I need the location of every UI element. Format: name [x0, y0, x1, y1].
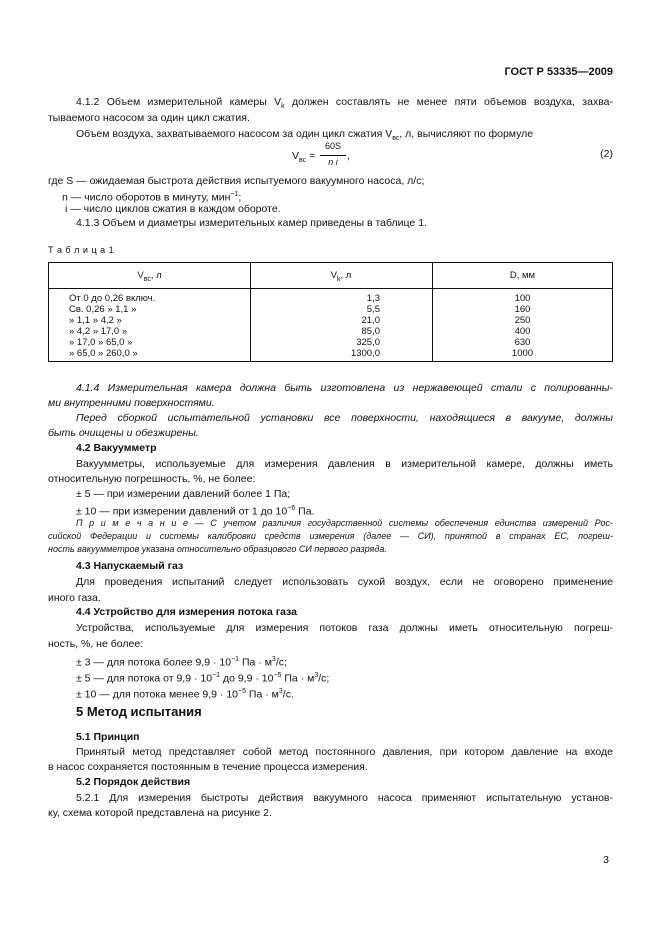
table-cell-range: » 65,0 » 260,0 »: [69, 348, 138, 359]
table-cell-range: » 4,2 » 17,0 »: [69, 326, 128, 337]
table-cell-range: » 1,1 » 4,2 »: [69, 315, 122, 326]
table-header-d: D, мм: [509, 270, 536, 281]
table-cell-vk: 21,0: [361, 315, 380, 326]
table-cell-d: 630: [514, 337, 531, 348]
bullet-4-4-3: ± 10 — для потока менее $9,9 \cdot 10^{-5}$ Па · $м^3/с$.: [76, 688, 294, 701]
para-4-4-line2: ность, %, не более:: [48, 638, 144, 650]
para-4-1-3: 4.1.3 Объем и диаметры измерительных камер приведены в таблице 1.: [76, 217, 427, 229]
para-5-1-line1: Принятый метод представляет собой метод постоянного давления, при котором давление на входе: [76, 746, 613, 758]
para-5-2-1-line2: ку, схема которой представлена на рисунке 2.: [48, 807, 272, 819]
formula-numerator: 60S: [324, 141, 341, 151]
table-cell-vk: 1,3: [366, 293, 380, 304]
note-line2: сийской Федерации и системы калибровки средств измерения (далее — СИ), принятой в странах ЕС, погреш-: [48, 531, 613, 541]
table-header-vk: $V_k$, л: [330, 270, 352, 283]
bullet-4-4-1: ± 3 — для потока более $9,9 \cdot 10^{-1}$ Па · $м^3/с$;: [76, 656, 287, 669]
para-4-1-2-line3: Объем воздуха, захватываемого насосом за один цикл сжатия $V_{вс}$, л, вычисляют по формуле: [76, 128, 534, 143]
para-4-3-line2: иного газа.: [48, 592, 101, 604]
section-5-1-title: 5.1 Принцип: [76, 731, 140, 743]
table-header-vbc: $V_{вс}$, л: [137, 270, 162, 283]
para-4-1-2-line2: тываемого насосом за один цикл сжатия.: [48, 112, 250, 124]
table-cell-d: 400: [514, 326, 531, 337]
para-4-1-4-line1: 4.1.4 Измерительная камера должна быть изготовлена из нержавеющей стали с полированны-: [76, 382, 613, 394]
formula-comma: ,: [347, 150, 350, 162]
table-cell-vk: 85,0: [361, 326, 380, 337]
formula-fraction-bar: [320, 155, 346, 156]
para-4-1-2-line1: 4.1.2 Объем измерительной камеры $V_k$ должен составлять не менее пяти объемов воздуха, захва-: [76, 96, 613, 111]
bullet-4-4-2: ± 5 — для потока от $9,9 \cdot 10^{-1}$ до $9,9 \cdot 10^{-5}$ Па · $м^3/с$;: [76, 672, 330, 685]
section-4-3-title: 4.3 Напускаемый газ: [76, 560, 184, 572]
table-cell-range: От 0 до 0,26 включ.: [69, 293, 156, 304]
table-1: [48, 262, 613, 362]
para-4-1-4-line4: быть очищены и обезжирены.: [48, 427, 199, 439]
formula-denominator: n i: [328, 157, 338, 167]
standard-header: ГОСТ Р 53335—2009: [504, 66, 613, 78]
where-line3: i — число циклов сжатия в каждом обороте.: [65, 203, 281, 215]
bullet-4-2-1: ± 5 — при измерении давлений более 1 Па;: [76, 488, 291, 500]
table-cell-vk: 5,5: [366, 304, 380, 315]
formula-lhs: $V_{вс}$ =: [292, 150, 316, 165]
para-5-1-line2: в насос сохраняется постоянным в течение процесса измерения.: [48, 761, 368, 773]
table-cell-range: » 17,0 » 65,0 »: [69, 337, 133, 348]
note-line1: П р и м е ч а н и е — С учетом различия государственной системы обеспечения единства измерений Рос-: [76, 518, 613, 528]
para-4-2-line1: Вакуумметры, используемые для измерения давления в измерительной камере, должны иметь: [76, 458, 613, 470]
note-line3: ность вакуумметров указана относительно образцового СИ первого разряда.: [48, 544, 387, 554]
table-cell-d: 160: [514, 304, 531, 315]
para-4-3-line1: Для проведения испытаний следует использовать сухой воздух, если не оговорено применение: [76, 576, 613, 588]
para-5-2-1-line1: 5.2.1 Для измерения быстроты действия вакуумного насоса применяют испытательную установ-: [76, 792, 613, 804]
table-caption: Т а б л и ц а 1: [48, 245, 115, 255]
table-cell-range: Св. 0,26 » 1,1 »: [69, 304, 137, 315]
section-4-4-title: 4.4 Устройство для измерения потока газа: [76, 606, 297, 618]
section-4-2-title: 4.2 Вакуумметр: [76, 442, 157, 454]
formula-number: (2): [600, 148, 613, 160]
table-cell-d: 1000: [511, 348, 534, 359]
para-4-1-4-line2: ми внутренними поверхностями.: [48, 397, 215, 409]
page-number: 3: [603, 854, 609, 866]
section-5-2-title: 5.2 Порядок действия: [76, 776, 191, 788]
table-cell-d: 250: [514, 315, 531, 326]
table-cell-vk: 325,0: [356, 337, 380, 348]
table-cell-vk: 1300,0: [350, 348, 380, 359]
where-line1: где S — ожидаемая быстрота действия испытуемого вакуумного насоса, л/с;: [48, 175, 425, 187]
para-4-1-4-line3: Перед сборкой испытательной установки все поверхности, находящиеся в вакууме, должны: [76, 412, 613, 424]
para-4-2-line2: относительную погрешность, %, не более:: [48, 473, 256, 485]
where-line2: n — число оборотов в минуту, мин$^{-1}$;: [62, 191, 242, 204]
para-4-4-line1: Устройства, используемые для измерения потоков газа должны иметь относительную погреш-: [76, 622, 613, 634]
section-5-title: 5 Метод испытания: [76, 704, 202, 719]
table-cell-d: 100: [514, 293, 531, 304]
table-header-divider: [49, 288, 612, 289]
bullet-4-2-2: ± 10 — при измерении давлений от 1 до $10^{-6}$ Па.: [76, 505, 315, 518]
